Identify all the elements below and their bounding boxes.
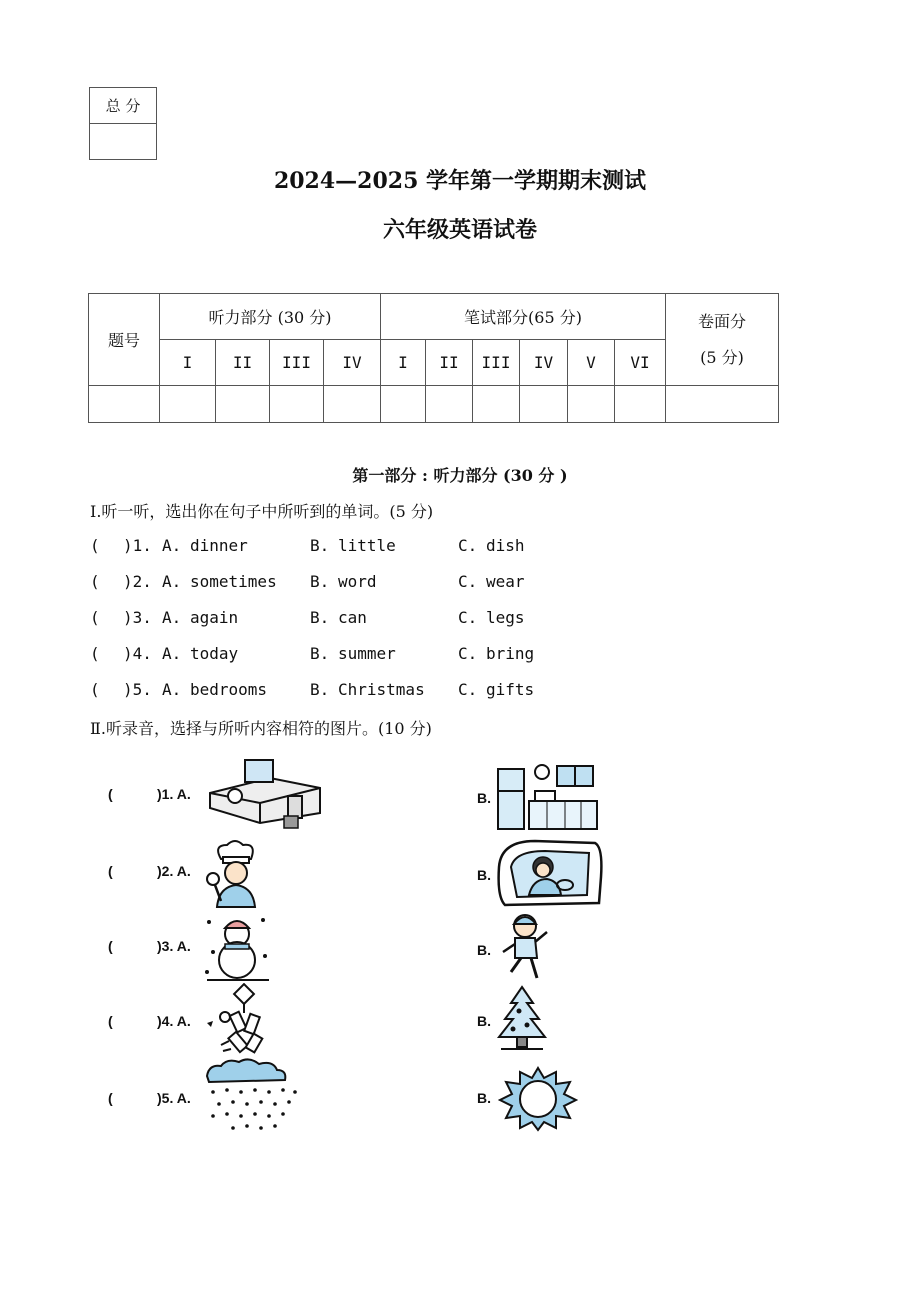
writing-col-2: II: [426, 340, 473, 386]
question-number: )5. A.: [157, 1090, 191, 1106]
listening-col-4: IV: [324, 340, 381, 386]
option-a-word: today: [190, 644, 239, 663]
score-cell[interactable]: [381, 386, 426, 423]
question-number: )3. A.: [157, 938, 191, 954]
option-b-word: can: [338, 608, 367, 627]
listening-header: 听力部分 (30 分): [160, 294, 381, 340]
score-cell[interactable]: [473, 386, 520, 423]
option-b-word: Christmas: [338, 680, 425, 699]
option-b-letter: B.: [310, 608, 330, 627]
question-number: )2. A.: [157, 863, 191, 879]
listening-col-1: I: [160, 340, 216, 386]
option-a-letter: A.: [162, 536, 182, 555]
firecrackers-icon: [203, 983, 278, 1058]
writing-col-3: III: [473, 340, 520, 386]
option-c-word: wear: [486, 572, 525, 591]
running-boy-icon: [497, 912, 557, 982]
score-cell[interactable]: [426, 386, 473, 423]
writing-col-5: V: [568, 340, 615, 386]
score-cell[interactable]: [216, 386, 270, 423]
section2-heading: Ⅱ.听录音，选择与所听内容相符的图片。(10 分): [90, 719, 432, 738]
question-number: )2.: [123, 572, 152, 591]
answer-paren[interactable]: (: [108, 938, 113, 954]
option-a-word: sometimes: [190, 572, 277, 591]
writing-col-1: I: [381, 340, 426, 386]
part1-heading: 第一部分 : 听力部分 (30 分 ): [352, 466, 568, 485]
list-item: [90, 572, 525, 596]
picture-question-row: [0, 758, 920, 838]
option-b-letter: B.: [310, 572, 330, 591]
option-c-word: dish: [486, 536, 525, 555]
option-b-letter: B.: [310, 644, 330, 663]
picture-question-row: [0, 1058, 920, 1138]
total-score-box: [89, 87, 157, 160]
option-c-word: bring: [486, 644, 535, 663]
option-b-word: word: [338, 572, 377, 591]
picture-question-row: [0, 910, 920, 990]
answer-paren[interactable]: (: [90, 572, 100, 591]
picture-question-row: [0, 983, 920, 1063]
question-number: )3.: [123, 608, 152, 627]
question-number: )1.: [123, 536, 152, 555]
answer-paren[interactable]: (: [108, 1013, 113, 1029]
section1-heading: Ⅰ.听一听，选出你在句子中所听到的单词。(5 分): [90, 502, 434, 521]
question-number: )1. A.: [157, 786, 191, 802]
sun-icon: [498, 1066, 578, 1132]
option-c-letter: C.: [458, 536, 478, 555]
option-c-word: gifts: [486, 680, 535, 699]
option-b-word: little: [338, 536, 396, 555]
listening-col-3: III: [270, 340, 324, 386]
list-item: [90, 536, 525, 560]
list-item: [90, 608, 525, 632]
option-a-letter: A.: [162, 644, 182, 663]
option-b-word: summer: [338, 644, 396, 663]
option-b-letter: B.: [477, 790, 491, 806]
total-score-cell[interactable]: [90, 124, 157, 160]
neatness-points: (5 分): [700, 347, 744, 367]
score-cell[interactable]: [160, 386, 216, 423]
option-c-letter: C.: [458, 572, 478, 591]
score-cell[interactable]: [666, 386, 779, 423]
snowman-icon: [203, 912, 273, 982]
option-a-word: bedrooms: [190, 680, 268, 699]
score-table: [88, 293, 779, 423]
answer-paren[interactable]: (: [90, 536, 100, 555]
question-number: )4. A.: [157, 1013, 191, 1029]
option-c-word: legs: [486, 608, 525, 627]
option-a-letter: A.: [162, 680, 182, 699]
question-number: )4.: [123, 644, 152, 663]
option-a-letter: A.: [162, 572, 182, 591]
writing-header: 笔试部分(65 分): [381, 294, 666, 340]
writing-col-6: VI: [615, 340, 666, 386]
total-score-label: 总 分: [90, 88, 157, 124]
option-a-word: again: [190, 608, 239, 627]
cook-icon: [203, 837, 268, 909]
option-a-letter: A.: [162, 608, 182, 627]
list-item: [90, 680, 535, 704]
score-cell[interactable]: [270, 386, 324, 423]
neatness-header: [666, 294, 779, 386]
option-a-word: dinner: [190, 536, 248, 555]
exam-title: 2024—2025 学年第一学期期末测试: [273, 168, 647, 194]
score-cell[interactable]: [520, 386, 568, 423]
christmas-tree-icon: [495, 983, 550, 1055]
option-b-letter: B.: [477, 1013, 491, 1029]
list-item: [90, 644, 535, 668]
answer-paren[interactable]: (: [108, 1090, 113, 1106]
score-cell[interactable]: [615, 386, 666, 423]
score-cell[interactable]: [89, 386, 160, 423]
desk-computer-icon: [200, 758, 325, 833]
picture-question-row: [0, 835, 920, 915]
tihao-header: 题号: [89, 294, 160, 386]
answer-paren[interactable]: (: [108, 786, 113, 802]
option-b-letter: B.: [477, 942, 491, 958]
question-number: )5.: [123, 680, 152, 699]
exam-subtitle: 六年级英语试卷: [382, 217, 537, 243]
option-b-letter: B.: [477, 867, 491, 883]
answer-paren[interactable]: (: [90, 644, 100, 663]
score-cell[interactable]: [568, 386, 615, 423]
listening-col-2: II: [216, 340, 270, 386]
snow-cloud-icon: [203, 1058, 303, 1136]
option-b-letter: B.: [310, 680, 330, 699]
answer-paren[interactable]: (: [90, 680, 100, 699]
answer-paren[interactable]: (: [90, 608, 100, 627]
option-b-letter: B.: [477, 1090, 491, 1106]
answer-paren[interactable]: (: [108, 863, 113, 879]
writing-col-4: IV: [520, 340, 568, 386]
option-c-letter: C.: [458, 608, 478, 627]
score-cell[interactable]: [324, 386, 381, 423]
option-c-letter: C.: [458, 644, 478, 663]
driver-icon: [495, 837, 605, 909]
option-c-letter: C.: [458, 680, 478, 699]
option-b-letter: B.: [310, 536, 330, 555]
neatness-label: 卷面分: [697, 311, 746, 331]
kitchen-icon: [495, 763, 600, 831]
